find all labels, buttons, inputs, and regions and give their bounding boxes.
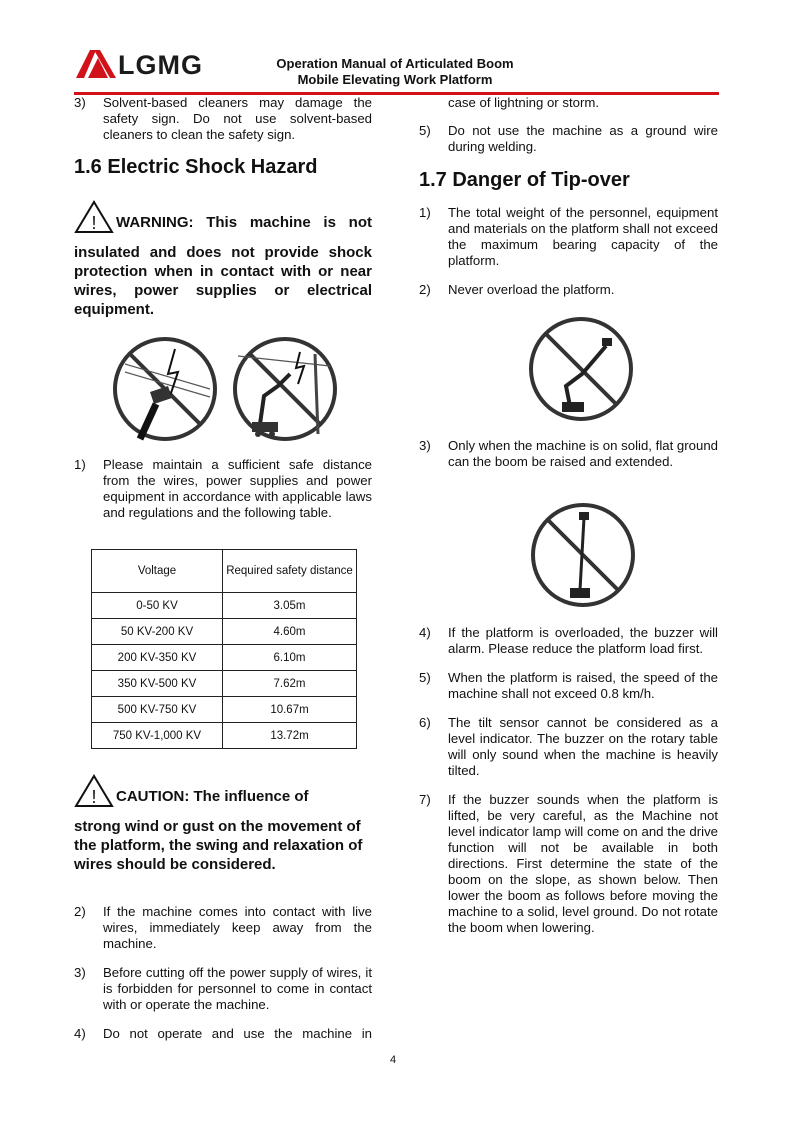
item-text: Before cutting off the power supply of wires, it is forbidden for personnel to come in contact with or operate the machine.	[103, 965, 372, 1012]
list-item	[419, 670, 718, 704]
item-number: 3)	[419, 438, 431, 453]
caution-icon	[74, 774, 114, 808]
item-text: Do not use the machine as a ground wire during welding.	[448, 123, 718, 154]
title-line-1: Operation Manual of Articulated Boom	[276, 56, 514, 71]
logo-wordmark: LGMG	[118, 50, 203, 80]
item-number: 1)	[74, 457, 86, 472]
table-cell: 6.10m	[223, 645, 357, 671]
table-cell: 10.67m	[223, 697, 357, 723]
table-row	[92, 619, 357, 645]
electric-shock-illustration-1	[110, 334, 220, 444]
list-item	[74, 904, 372, 952]
list-item	[419, 205, 718, 271]
item-number: 4)	[419, 625, 431, 640]
table-row	[92, 697, 357, 723]
title-line-2: Mobile Elevating Work Platform	[297, 72, 493, 87]
item-number: 6)	[419, 715, 431, 730]
item-number: 2)	[74, 904, 86, 919]
list-item	[419, 715, 718, 781]
item-number: 7)	[419, 792, 431, 807]
document-title	[200, 56, 590, 88]
caution-lead: CAUTION: The influence of	[116, 788, 309, 805]
slope-prohibited-illustration	[528, 498, 638, 608]
item-text: If the platform is overloaded, the buzzer will alarm. Please reduce the platform load first.	[448, 625, 718, 656]
item-text: The tilt sensor cannot be considered as a level indicator. The buzzer on the rotary table will only sound when the machine is heavily tilted.	[448, 715, 718, 778]
section-title-tip-over: 1.7 Danger of Tip-over	[419, 169, 630, 191]
table-row	[92, 593, 357, 619]
item-number: 5)	[419, 670, 431, 685]
table-cell: 13.72m	[223, 723, 357, 749]
table-header-row	[92, 550, 357, 593]
item-number: 1)	[419, 205, 431, 220]
item-number: 3)	[74, 95, 86, 110]
list-item	[419, 282, 718, 300]
caution-text: strong wind or gust on the movement of the platform, the swing and relaxation of wires should be considered.	[74, 818, 363, 873]
list-item	[419, 625, 718, 659]
overload-prohibited-illustration	[526, 314, 636, 424]
item-text: If the machine comes into contact with live wires, immediately keep away from the machine.	[103, 904, 372, 951]
item-text: Do not operate and use the machine in	[103, 1026, 372, 1041]
list-item	[74, 95, 372, 143]
list-item	[419, 123, 718, 157]
svg-text:!: !	[91, 213, 97, 233]
page-number: 4	[390, 1054, 397, 1066]
table-cell: 3.05m	[223, 593, 357, 619]
item-text: When the platform is raised, the speed of the machine shall not exceed 0.8 km/h.	[448, 670, 718, 701]
section-title-electric-shock: 1.6 Electric Shock Hazard	[74, 156, 318, 178]
item-number: 4)	[74, 1026, 86, 1041]
list-item	[74, 1026, 372, 1044]
table-cell: 7.62m	[223, 671, 357, 697]
table-header-distance: Required safety distance	[223, 550, 357, 593]
item-text: The total weight of the personnel, equipment and materials on the platform shall not exceed the maximum bearing capacity of the platform.	[448, 205, 718, 268]
table-row	[92, 645, 357, 671]
list-item	[74, 457, 372, 539]
table-cell: 750 KV-1,000 KV	[92, 723, 223, 749]
list-item	[74, 965, 372, 1013]
item-text: Never overload the platform.	[448, 282, 615, 297]
table-header-voltage: Voltage	[92, 550, 223, 593]
item-text: Only when the machine is on solid, flat ground can the boom be raised and extended.	[448, 438, 718, 469]
item-number: 2)	[419, 282, 431, 297]
table-cell: 350 KV-500 KV	[92, 671, 223, 697]
item-text: Solvent-based cleaners may damage the safety sign. Do not use solvent-based cleaners to clean the safety sign.	[103, 95, 372, 142]
table-cell: 200 KV-350 KV	[92, 645, 223, 671]
list-item	[419, 438, 718, 488]
item-number: 3)	[74, 965, 86, 980]
table-cell: 500 KV-750 KV	[92, 697, 223, 723]
item-text: Please maintain a sufficient safe distance from the wires, power supplies and power equipment in accordance with applicable laws and regulations and the following table.	[103, 457, 372, 520]
warning-icon	[74, 200, 114, 234]
table-cell: 4.60m	[223, 619, 357, 645]
svg-text:!: !	[91, 787, 97, 807]
table-row	[92, 671, 357, 697]
table-row	[92, 723, 357, 749]
table-cell: 0-50 KV	[92, 593, 223, 619]
warning-text: insulated and does not provide shock protection when in contact with or near wires, power supplies or electrical equipment.	[74, 244, 372, 318]
electric-shock-illustration-2	[230, 334, 340, 444]
lgmg-logo-icon	[74, 46, 118, 80]
warning-lead: WARNING: This machine is not	[116, 214, 372, 231]
list-item-continuation: case of lightning or storm.	[448, 95, 599, 110]
item-number: 5)	[419, 123, 431, 138]
table-cell: 50 KV-200 KV	[92, 619, 223, 645]
list-item	[419, 792, 718, 940]
safety-distance-table	[91, 549, 357, 749]
item-text: If the buzzer sounds when the platform is lifted, be very careful, as the Machine not level indicator lamp will come on and the drive function will not be available in both directions. First determine the state of the boom on the slope, as shown below. Then lower the boom as follows before moving the machine to a solid, level ground. Do not rotate the boom when lowering.	[448, 792, 718, 935]
